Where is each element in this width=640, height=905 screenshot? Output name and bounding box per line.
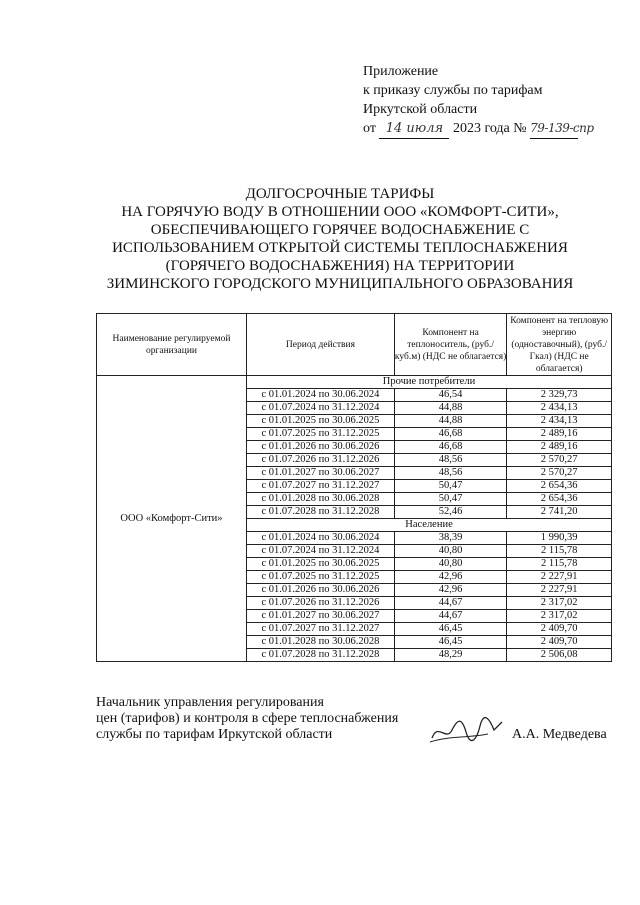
carrier-value-cell: 46,68 — [394, 441, 506, 454]
consumer-group-label: Население — [247, 519, 612, 532]
document-title — [60, 185, 620, 293]
appendix-line-3: Иркутской области — [363, 102, 478, 117]
signer-position-line-1: Начальник управления регулирования — [96, 695, 324, 710]
period-cell: с 01.01.2024 по 30.06.2024 — [247, 389, 395, 402]
energy-value-cell: 2 317,02 — [507, 610, 612, 623]
energy-value-cell: 2 489,16 — [507, 441, 612, 454]
carrier-value-cell: 38,39 — [394, 532, 506, 545]
signer-name: А.А. Медведева — [512, 727, 607, 742]
header-carrier-component: Компонент на теплоноситель, (руб./куб.м) (НДС не облагается) — [394, 314, 506, 376]
period-cell: с 01.01.2025 по 30.06.2025 — [247, 558, 395, 571]
energy-value-cell: 2 115,78 — [507, 558, 612, 571]
period-cell: с 01.07.2026 по 31.12.2026 — [247, 597, 395, 610]
period-cell: с 01.07.2026 по 31.12.2026 — [247, 454, 395, 467]
consumer-group-label: Прочие потребители — [247, 376, 612, 389]
handwritten-signature-icon — [428, 712, 506, 748]
appendix-line-1: Приложение — [363, 64, 439, 79]
energy-value-cell: 2 570,27 — [507, 467, 612, 480]
period-cell: с 01.01.2028 по 30.06.2028 — [247, 493, 395, 506]
energy-value-cell: 1 990,39 — [507, 532, 612, 545]
header-organization: Наименование регулируемой организации — [97, 314, 247, 376]
appendix-year-label: 2023 года № — [452, 121, 527, 136]
tariff-table — [96, 313, 612, 662]
carrier-value-cell: 44,67 — [394, 610, 506, 623]
energy-value-cell: 2 570,27 — [507, 454, 612, 467]
header-period: Период действия — [247, 314, 395, 376]
carrier-value-cell: 44,67 — [394, 597, 506, 610]
period-cell: с 01.01.2024 по 30.06.2024 — [247, 532, 395, 545]
period-cell: с 01.01.2028 по 30.06.2028 — [247, 636, 395, 649]
carrier-value-cell: 52,46 — [394, 506, 506, 519]
title-line-5: (ГОРЯЧЕГО ВОДОСНАБЖЕНИЯ) НА ТЕРРИТОРИИ — [165, 258, 515, 274]
tariff-table-body — [97, 376, 612, 662]
carrier-value-cell: 42,96 — [394, 571, 506, 584]
period-cell: с 01.07.2024 по 31.12.2024 — [247, 402, 395, 415]
energy-value-cell: 2 434,13 — [507, 402, 612, 415]
header-energy-component: Компонент на тепловую энергию (одноставочный), (руб./Гкал) (НДС не облагается) — [507, 314, 612, 376]
period-cell: с 01.07.2028 по 31.12.2028 — [247, 506, 395, 519]
energy-value-cell: 2 409,70 — [507, 636, 612, 649]
energy-value-cell: 2 409,70 — [507, 623, 612, 636]
handwritten-order-date: 14 июля — [379, 119, 449, 139]
group-row — [97, 376, 612, 389]
period-cell: с 01.01.2027 по 30.06.2027 — [247, 610, 395, 623]
energy-value-cell: 2 115,78 — [507, 545, 612, 558]
appendix-line-2: к приказу службы по тарифам — [363, 83, 543, 98]
appendix-order-line — [363, 119, 594, 139]
energy-value-cell: 2 227,91 — [507, 571, 612, 584]
signature-block — [96, 695, 398, 743]
energy-value-cell: 2 329,73 — [507, 389, 612, 402]
period-cell: с 01.07.2024 по 31.12.2024 — [247, 545, 395, 558]
energy-value-cell: 2 434,13 — [507, 415, 612, 428]
carrier-value-cell: 48,29 — [394, 649, 506, 662]
period-cell: с 01.07.2027 по 31.12.2027 — [247, 480, 395, 493]
carrier-value-cell: 40,80 — [394, 558, 506, 571]
appendix-from-label: от — [363, 121, 376, 136]
period-cell: с 01.07.2025 по 31.12.2025 — [247, 571, 395, 584]
energy-value-cell: 2 654,36 — [507, 493, 612, 506]
signer-position-line-3: службы по тарифам Иркутской области — [96, 727, 333, 742]
period-cell: с 01.07.2028 по 31.12.2028 — [247, 649, 395, 662]
period-cell: с 01.01.2027 по 30.06.2027 — [247, 467, 395, 480]
carrier-value-cell: 46,54 — [394, 389, 506, 402]
energy-value-cell: 2 317,02 — [507, 597, 612, 610]
carrier-value-cell: 48,56 — [394, 467, 506, 480]
energy-value-cell: 2 227,91 — [507, 584, 612, 597]
title-line-4: ИСПОЛЬЗОВАНИЕМ ОТКРЫТОЙ СИСТЕМЫ ТЕПЛОСНАБЖЕНИЯ — [112, 240, 568, 256]
period-cell: с 01.01.2025 по 30.06.2025 — [247, 415, 395, 428]
carrier-value-cell: 46,45 — [394, 636, 506, 649]
title-line-1: ДОЛГОСРОЧНЫЕ ТАРИФЫ — [245, 186, 435, 202]
organization-cell: ООО «Комфорт-Сити» — [97, 376, 247, 662]
carrier-value-cell: 50,47 — [394, 493, 506, 506]
title-line-6: ЗИМИНСКОГО ГОРОДСКОГО МУНИЦИПАЛЬНОГО ОБРАЗОВАНИЯ — [106, 276, 574, 292]
appendix-header — [363, 62, 594, 139]
title-line-3: ОБЕСПЕЧИВАЮЩЕГО ГОРЯЧЕЕ ВОДОСНАБЖЕНИЕ С — [150, 222, 530, 238]
carrier-value-cell: 48,56 — [394, 454, 506, 467]
carrier-value-cell: 50,47 — [394, 480, 506, 493]
handwritten-order-number: 79-139-спр — [530, 119, 578, 139]
title-line-2: НА ГОРЯЧУЮ ВОДУ В ОТНОШЕНИИ ООО «КОМФОРТ-СИТИ», — [121, 204, 559, 220]
signer-position-line-2: цен (тарифов) и контроля в сфере теплоснабжения — [96, 711, 399, 726]
carrier-value-cell: 44,88 — [394, 402, 506, 415]
period-cell: с 01.07.2025 по 31.12.2025 — [247, 428, 395, 441]
carrier-value-cell: 42,96 — [394, 584, 506, 597]
energy-value-cell: 2 506,08 — [507, 649, 612, 662]
energy-value-cell: 2 489,16 — [507, 428, 612, 441]
carrier-value-cell: 40,80 — [394, 545, 506, 558]
energy-value-cell: 2 654,36 — [507, 480, 612, 493]
carrier-value-cell: 44,88 — [394, 415, 506, 428]
carrier-value-cell: 46,45 — [394, 623, 506, 636]
energy-value-cell: 2 741,20 — [507, 506, 612, 519]
period-cell: с 01.01.2026 по 30.06.2026 — [247, 584, 395, 597]
period-cell: с 01.07.2027 по 31.12.2027 — [247, 623, 395, 636]
period-cell: с 01.01.2026 по 30.06.2026 — [247, 441, 395, 454]
carrier-value-cell: 46,68 — [394, 428, 506, 441]
table-header-row — [97, 314, 612, 376]
